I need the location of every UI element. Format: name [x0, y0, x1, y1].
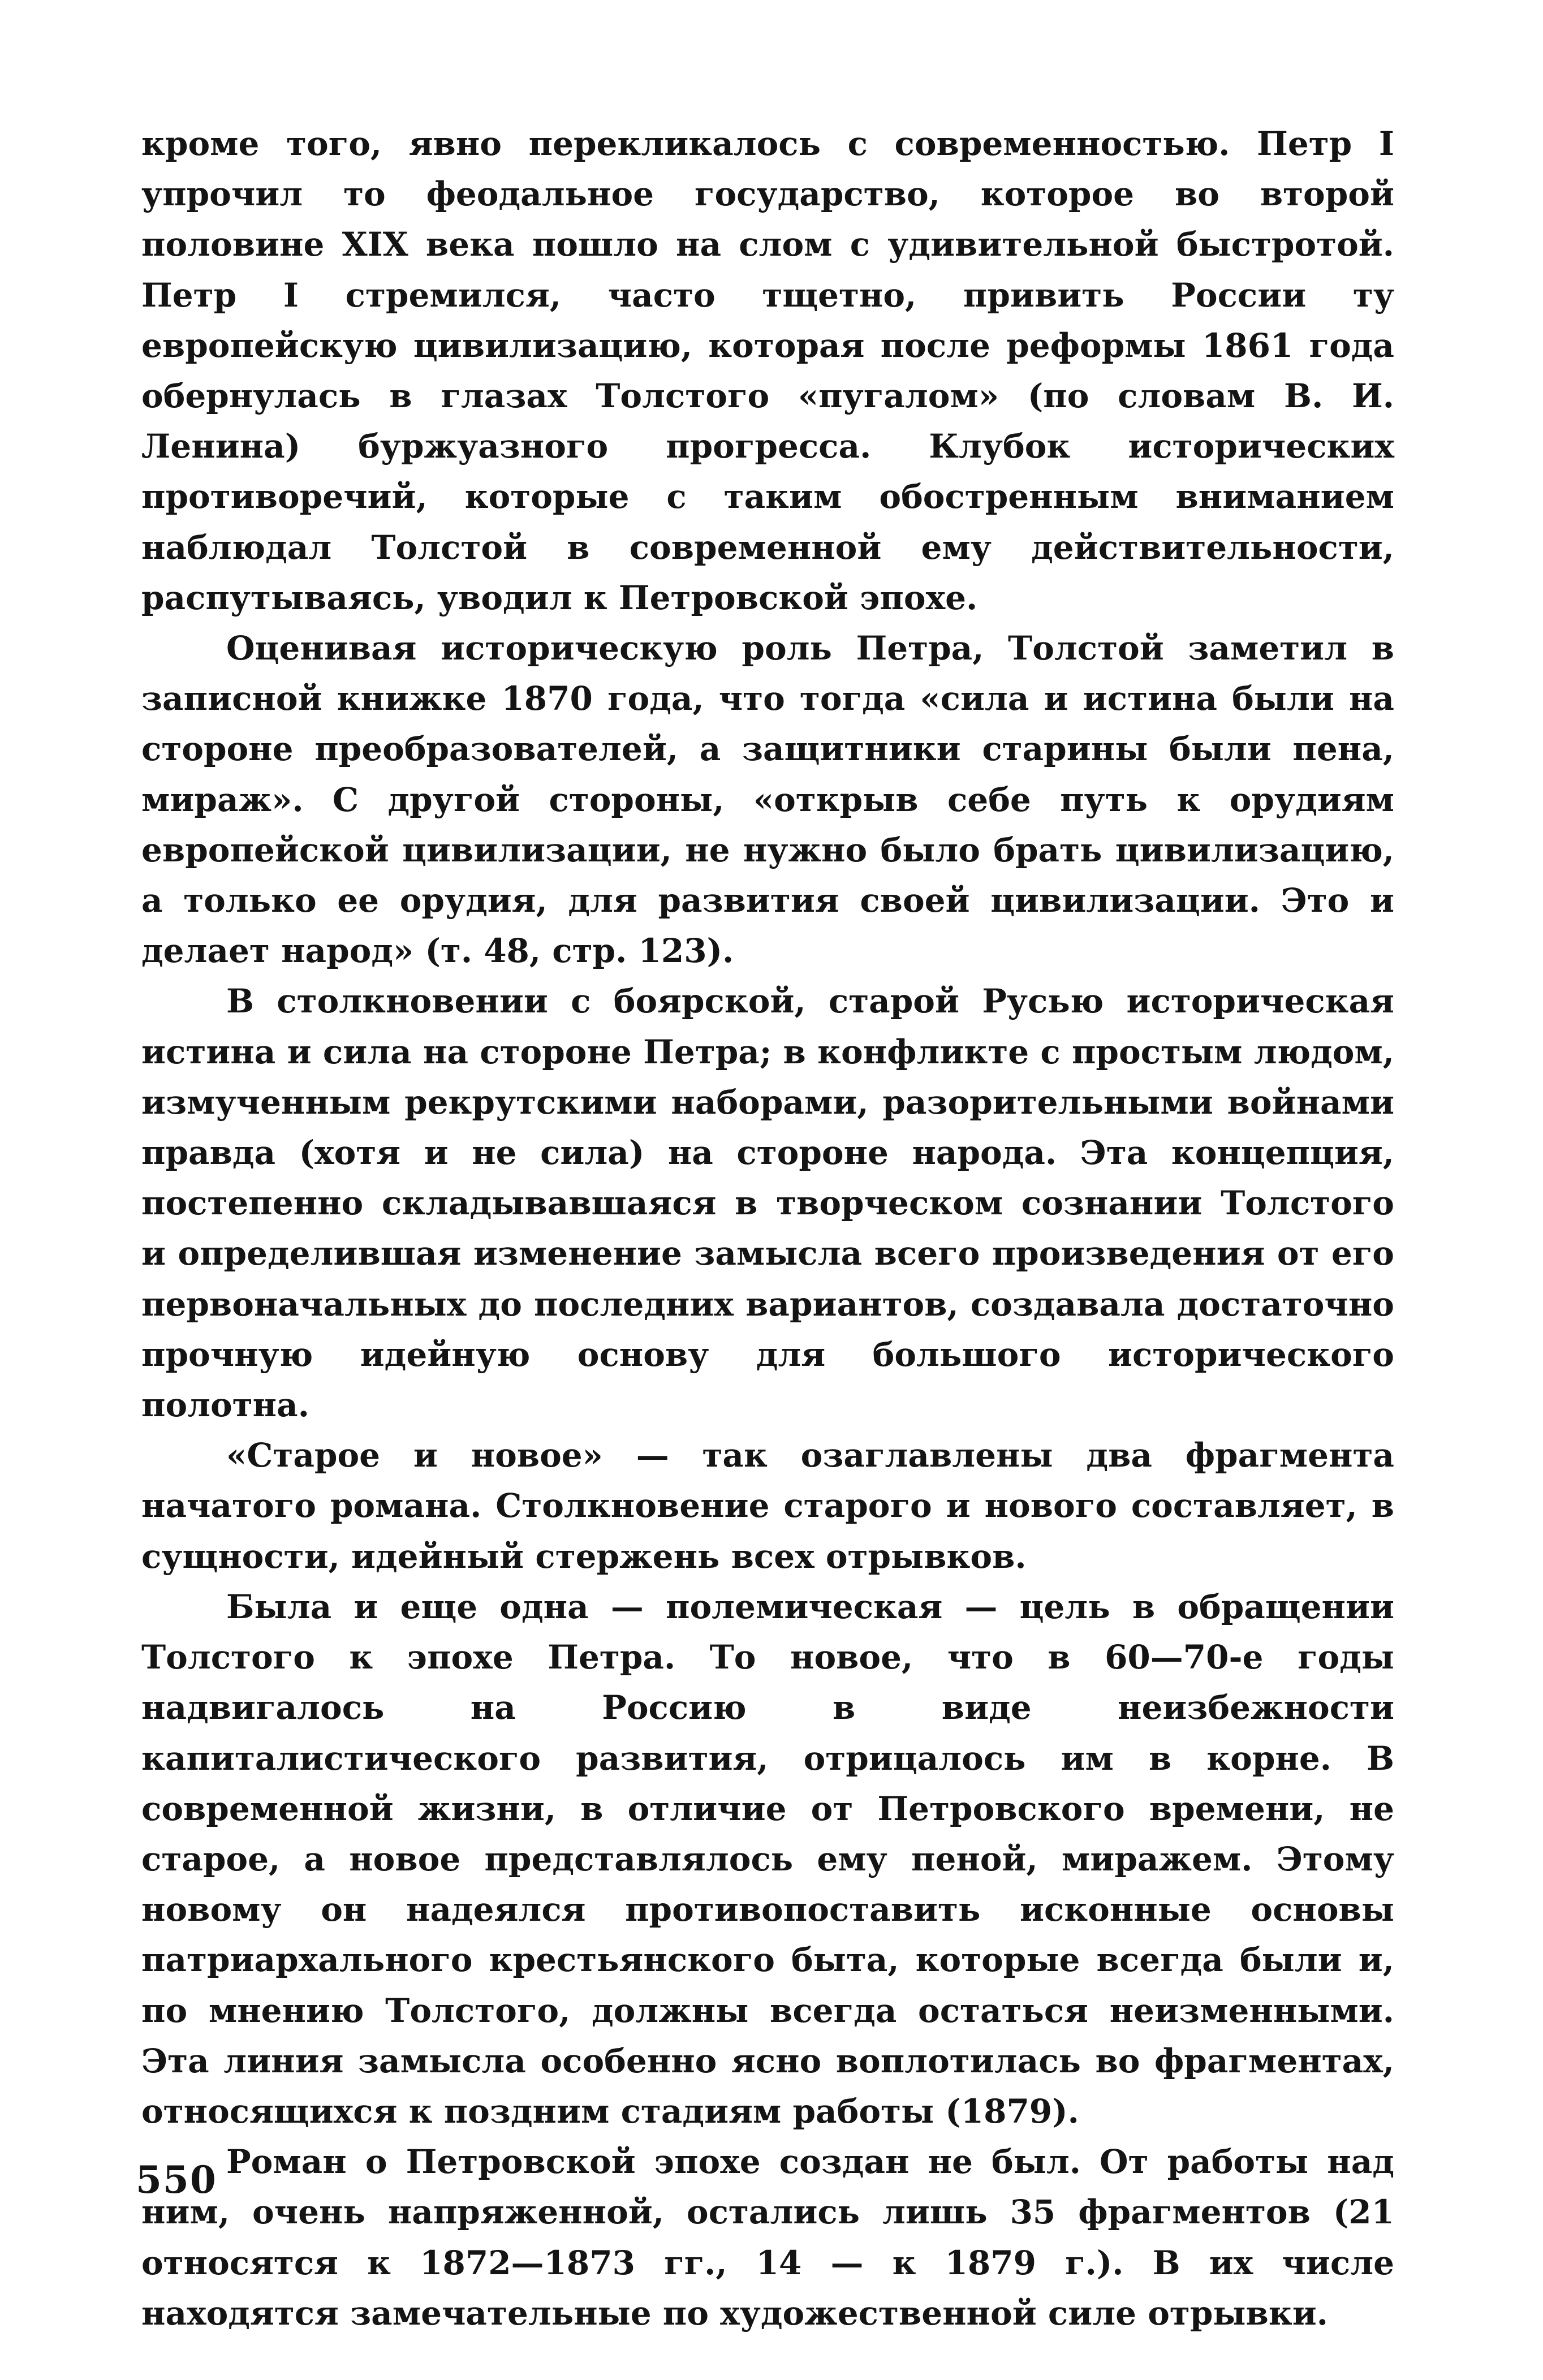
paragraph-4: «Старое и новое» — так озаглавлены два фрагмента начатого романа. Столкновение старого и нового составляет, в сущности, идейный стержень всех отрывков. [141, 1436, 1394, 1576]
body-text [141, 119, 1394, 2339]
paragraph-6: Роман о Петровской эпохе создан не был. От работы над ним, очень напряженной, остались лишь 35 фрагментов (21 относятся к 1872—1873 гг., 14 — к 1879 г.). В их числе находятся замечательные по художественной силе отрывки. [141, 2142, 1394, 2332]
page-number: 550 [136, 2158, 217, 2202]
paragraph-5: Была и еще одна — полемическая — цель в обращении Толстого к эпохе Петра. То новое, что в 60—70-е годы надвигалось на Россию в виде неизбежности капиталистического развития, отрицалось им в корне. В современной жизни, в отличие от Петровского времени, не старое, а новое представлялось ему пеной, миражем. Этому новому он надеялся противопоставить исконные основы патриархального крестьянского быта, которые всегда были и, по мнению Толстого, должны всегда остаться неизменными. Эта линия замысла особенно ясно воплотилась во фрагментах, относящихся к поздним стадиям работы (1879). [141, 1587, 1394, 2131]
paragraph-1: кроме того, явно перекликалось с современностью. Петр I упрочил то феодальное государство, которое во второй половине XIX века пошло на слом с удивительной быстротой. Петр I стремился, часто тщетно, привить России ту европейскую цивилизацию, которая после реформы 1861 года обернулась в глазах Толстого «пугалом» (по словам В. И. Ленина) буржуазного прогресса. Клубок исторических противоречий, которые с таким обостренным вниманием наблюдал Толстой в современной ему действительности, распутываясь, уводил к Петровской эпохе. [141, 124, 1394, 617]
paragraph-2: Оценивая историческую роль Петра, Толстой заметил в записной книжке 1870 года, что тогда «сила и истина были на стороне преобразователей, а защитники старины были пена, мираж». С другой стороны, «открыв себе путь к орудиям европейской цивилизации, не нужно было брать цивилизацию, а только ее орудия, для развития своей цивилизации. Это и делает народ» (т. 48, стр. 123). [141, 629, 1394, 971]
paragraph-3: В столкновении с боярской, старой Русью историческая истина и сила на стороне Петра; в конфликте с простым людом, измученным рекрутскими наборами, разорительными войнами правда (хотя и не сила) на стороне народа. Эта концепция, постепенно складывавшаяся в творческом сознании Толстого и определившая изменение замысла всего произведения от его первоначальных до последних вариантов, создавала достаточно прочную идейную основу для большого исторического полотна. [141, 982, 1394, 1425]
